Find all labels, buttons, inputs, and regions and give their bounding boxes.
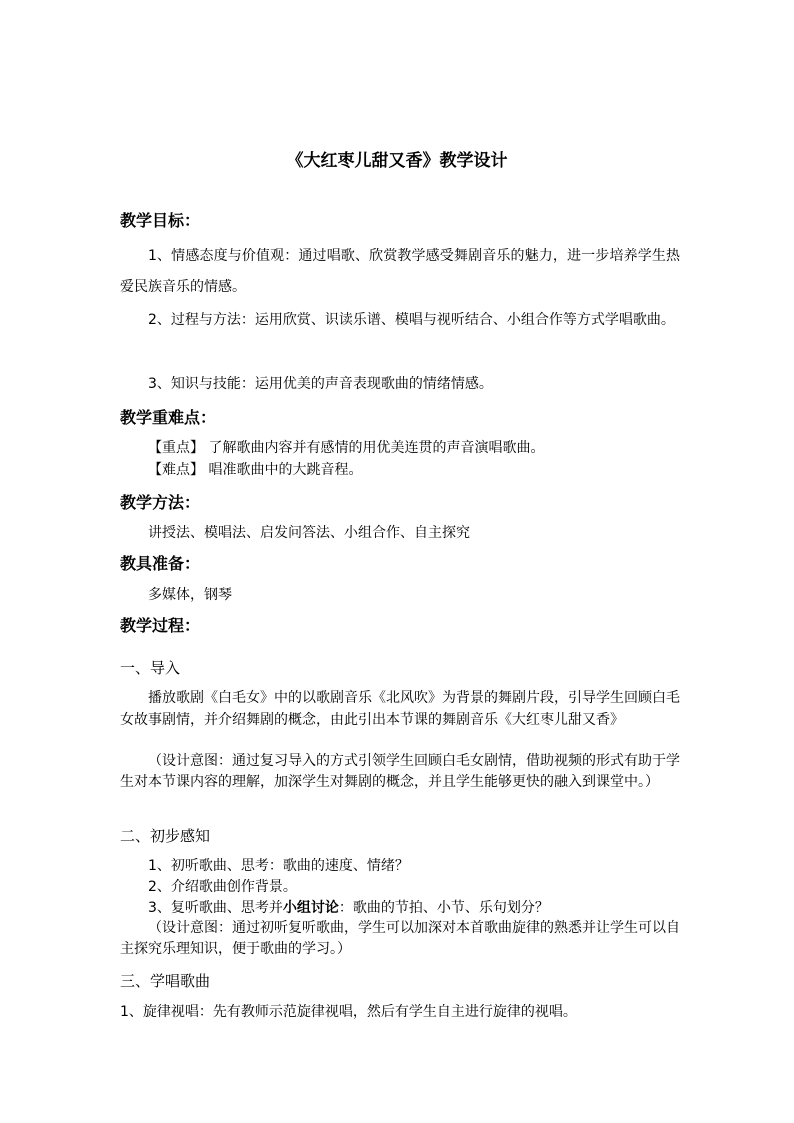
- keypoints-heading: 教学重难点：: [120, 408, 217, 427]
- goal-item-2: 2、过程与方法：运用欣赏、识读乐谱、模唱与视听结合、小组合作等方式学唱歌曲。: [148, 312, 675, 328]
- section-2-item-3-bold: 小组讨论: [282, 900, 339, 916]
- section-3-item-1: 1、旋律视唱：先有教师示范旋律视唱，然后有学生自主进行旋律的视唱。: [120, 1004, 577, 1020]
- methods-heading: 教学方法：: [120, 493, 201, 512]
- section-1-heading: 一、导入: [120, 659, 181, 677]
- goal-item-3: 3、知识与技能：运用优美的声音表现歌曲的情绪情感。: [148, 376, 493, 392]
- document-title: 《大红枣儿甜又香》教学设计: [286, 151, 508, 171]
- methods-text: 讲授法、模唱法、启发问答法、小组合作、自主探究: [148, 525, 470, 541]
- section-2-design-note: （设计意图：通过初听复听歌曲，学生可以加深对本首歌曲旋律的熟悉并让学生可以自主探究乐理知识，便于歌曲的学习。）: [120, 920, 680, 957]
- process-heading: 教学过程：: [120, 616, 201, 635]
- section-2-item-2: 2、介绍歌曲创作背景。: [148, 879, 297, 895]
- tools-heading: 教具准备：: [120, 554, 201, 573]
- section-2-item-1: 1、初听歌曲、思考：歌曲的速度、情绪？: [148, 858, 409, 874]
- section-3-heading: 三、学唱歌曲: [120, 972, 211, 990]
- section-2-heading: 二、初步感知: [120, 827, 211, 845]
- goals-heading: 教学目标：: [120, 211, 201, 230]
- tools-text: 多媒体，钢琴: [148, 587, 232, 603]
- section-1-paragraph: 播放歌剧《白毛女》中的以歌剧音乐《北风吹》为背景的舞剧片段，引导学生回顾白毛女故事剧情，并介绍舞剧的概念，由此引出本节课的舞剧音乐《大红枣儿甜又香》: [120, 690, 680, 728]
- section-2-item-3: [148, 897, 549, 919]
- goal-item-1: 1、情感态度与价值观：通过唱歌、欣赏教学感受舞剧音乐的魅力，进一步培养学生热爱民族音乐的情感。: [120, 248, 680, 295]
- key-point: 【重点】 了解歌曲内容并有感情的用优美连贯的声音演唱歌曲。: [148, 440, 545, 456]
- section-2-item-3-pre: 3、复听歌曲、思考并: [148, 900, 283, 916]
- section-2-item-3-post: ：歌曲的节拍、小节、乐句划分？: [338, 900, 549, 916]
- section-1-design-note: （设计意图：通过复习导入的方式引领学生回顾白毛女剧情，借助视频的形式有助于学生对本节课内容的理解，加深学生对舞剧的概念，并且学生能够更快的融入到课堂中。）: [120, 753, 680, 790]
- difficult-point: 【难点】 唱准歌曲中的大跳音程。: [148, 462, 363, 478]
